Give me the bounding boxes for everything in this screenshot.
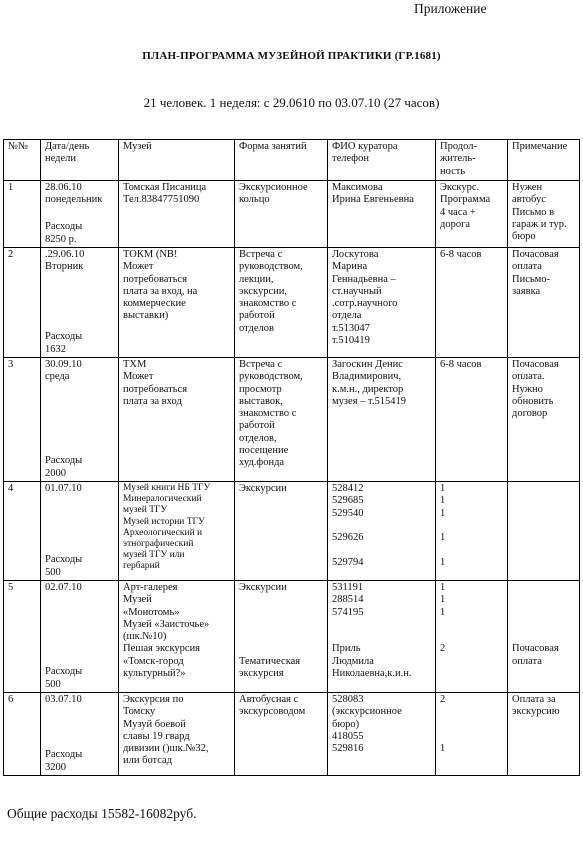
text-line: ность — [440, 165, 466, 177]
form-cell — [235, 358, 328, 482]
text-line: 1 — [440, 743, 446, 755]
text-line: 529794 — [332, 556, 364, 568]
text-line: Экскурсионное — [239, 182, 308, 193]
text-line: 529816 — [332, 743, 364, 755]
header-museum: Музей — [119, 140, 235, 181]
text-line: 1 — [440, 594, 446, 606]
text-line: музея – т.515419 — [332, 395, 406, 407]
text-line: экскурсия — [239, 668, 284, 680]
text-line: 528083 — [332, 694, 364, 705]
text-line — [239, 594, 324, 606]
row-number: 2 — [4, 248, 41, 358]
duration-cell — [436, 581, 508, 693]
table-row — [4, 181, 580, 248]
text-line: или ботсад — [123, 755, 173, 767]
text-line: к.м.н., директор — [332, 383, 404, 395]
text-line: руководством, — [239, 371, 303, 383]
text-line: выставок, — [239, 395, 283, 407]
text-line: 2000 — [45, 467, 66, 479]
text-line: работой — [239, 420, 275, 432]
text-line: Музуй боевой — [123, 718, 186, 730]
text-line: 2 — [440, 694, 446, 705]
date-lines — [45, 483, 115, 495]
text-line: Может — [123, 371, 154, 383]
curator-cell — [328, 581, 436, 693]
text-line: Геннадьевна – — [332, 273, 396, 285]
text-line: Вторник — [45, 261, 84, 273]
note-cell — [508, 181, 580, 248]
text-line — [440, 731, 504, 743]
header-curator — [328, 140, 436, 181]
text-line: Владимирович, — [332, 371, 402, 383]
text-line: 531191 — [332, 582, 364, 593]
text-line: дивизии ()шк.№32, — [123, 743, 209, 755]
text-line: Тел.83847751090 — [123, 194, 200, 206]
table-row — [4, 482, 580, 581]
text-line: оплата — [512, 655, 542, 667]
table-row — [4, 693, 580, 776]
header-note: Примечание — [508, 140, 580, 181]
text-line — [332, 631, 432, 643]
date-cell — [41, 358, 119, 482]
text-line: отделов — [239, 322, 275, 334]
text-line: 528412 — [332, 483, 364, 494]
text-line: Томская Писаница — [123, 182, 207, 193]
text-line — [239, 631, 324, 643]
text-line: 6-8 часов — [440, 359, 482, 370]
museum-cell — [119, 482, 235, 581]
text-line: славы 19 гвард — [123, 730, 190, 742]
museum-cell — [119, 248, 235, 358]
text-line: лекции, — [239, 273, 274, 285]
date-lines — [45, 694, 115, 706]
text-line: обновить — [512, 395, 554, 407]
text-line: 1 — [440, 495, 446, 507]
text-line: 1 — [440, 483, 446, 494]
text-line: экскурсии, — [239, 285, 287, 297]
curator-cell — [328, 358, 436, 482]
row-number: 6 — [4, 693, 41, 776]
text-line: 500 — [45, 678, 61, 690]
header-date — [41, 140, 119, 181]
header-form: Форма занятий — [235, 140, 328, 181]
text-line: Экскурсии — [239, 483, 287, 494]
row-number: 1 — [4, 181, 41, 248]
text-line: оплата. — [512, 371, 545, 383]
text-line: музей ТГУ — [123, 505, 168, 516]
text-line: 529626 — [332, 532, 364, 544]
text-line: Людмила — [332, 655, 374, 667]
text-line — [440, 520, 504, 532]
text-line: экскурсию — [512, 706, 560, 718]
curator-cell — [328, 482, 436, 581]
text-line — [440, 719, 504, 731]
note-cell — [508, 248, 580, 358]
text-line: Музей «Заисточье» — [123, 618, 210, 630]
text-line: Оплата за — [512, 694, 556, 705]
text-line: .29.06.10 — [45, 249, 85, 260]
form-cell — [235, 482, 328, 581]
table-row — [4, 581, 580, 693]
curator-cell — [328, 693, 436, 776]
text-line: ФИО куратора — [332, 141, 398, 152]
duration-cell — [436, 181, 508, 248]
text-line: 529540 — [332, 507, 364, 519]
text-line: Экскурс. — [440, 182, 480, 193]
text-line: телефон — [332, 153, 369, 165]
text-line: Приль — [332, 643, 361, 655]
text-line: кольцо — [239, 194, 270, 206]
note-cell — [508, 482, 580, 581]
museum-cell — [119, 358, 235, 482]
text-line: потребоваться — [123, 273, 188, 285]
text-line: Лоскутова — [332, 249, 379, 260]
text-line: знакомство с — [239, 408, 297, 420]
text-line: 1 — [440, 507, 446, 519]
text-line: Дата/день — [45, 141, 90, 152]
text-line: плата за вход — [123, 395, 182, 407]
text-line: 02.07.10 — [45, 582, 82, 593]
duration-cell — [436, 358, 508, 482]
text-line — [512, 594, 576, 606]
text-line: плата за вход, на — [123, 285, 198, 297]
text-line: 30.09.10 — [45, 359, 82, 370]
text-line: Расходы — [45, 455, 83, 467]
expense-lines — [45, 221, 115, 246]
text-line — [440, 619, 504, 631]
duration-cell — [436, 693, 508, 776]
expense-lines — [45, 331, 115, 356]
text-line — [239, 619, 324, 631]
form-cell — [235, 248, 328, 358]
text-line: бюро — [512, 231, 536, 243]
date-cell — [41, 693, 119, 776]
curator-cell — [328, 248, 436, 358]
text-line: Расходы — [45, 221, 83, 233]
text-line: просмотр — [239, 383, 282, 395]
date-cell — [41, 181, 119, 248]
duration-cell — [436, 482, 508, 581]
text-line: (экскурсионное — [332, 706, 402, 718]
text-line: Программа — [440, 194, 491, 206]
expense-lines — [45, 666, 115, 691]
header-num: №№ — [4, 140, 41, 181]
text-line — [512, 607, 576, 619]
text-line: Археологический и — [123, 527, 203, 538]
text-line: культурный?» — [123, 668, 186, 680]
form-cell — [235, 581, 328, 693]
text-line: Расходы — [45, 554, 83, 566]
document-subtitle: 21 человек. 1 неделя: с 29.0610 по 03.07.10 (27 часов) — [143, 95, 440, 110]
text-line: гараж и тур. — [512, 218, 567, 230]
text-line: 574195 — [332, 606, 364, 618]
text-line: Арт-галерея — [123, 582, 178, 593]
row-number: 5 — [4, 581, 41, 693]
text-line: Музей истории ТГУ — [123, 516, 205, 527]
expense-lines — [45, 455, 115, 480]
document-title: ПЛАН-ПРОГРАММА МУЗЕЙНОЙ ПРАКТИКИ (ГР.1681) — [142, 50, 441, 62]
text-line: коммерческие — [123, 298, 186, 310]
date-cell — [41, 482, 119, 581]
text-line: 4 часа + — [440, 206, 476, 218]
text-line: Почасовая — [512, 359, 559, 370]
text-line: Экскурсия по — [123, 694, 184, 705]
date-lines — [45, 582, 115, 594]
text-line: понедельник — [45, 194, 103, 206]
text-line — [440, 706, 504, 718]
museum-cell — [119, 581, 235, 693]
text-line: Автобусная с — [239, 694, 299, 705]
text-line: 529685 — [332, 495, 364, 507]
table-row — [4, 248, 580, 358]
plan-table — [3, 139, 580, 776]
text-line: житель- — [440, 153, 476, 165]
text-line: 288514 — [332, 594, 364, 606]
table-row — [4, 358, 580, 482]
text-line — [239, 643, 324, 655]
header-duration — [436, 140, 508, 181]
text-line: Экскурсии — [239, 582, 287, 593]
text-line: 28.06.10 — [45, 182, 82, 193]
text-line: заявка — [512, 285, 541, 297]
text-line: автобус — [512, 194, 546, 206]
text-line — [239, 607, 324, 619]
text-line: Почасовая — [512, 249, 559, 260]
text-line: договор — [512, 408, 548, 420]
text-line: 1 — [440, 606, 446, 618]
date-lines — [45, 359, 115, 384]
expense-lines — [45, 554, 115, 579]
text-line — [332, 520, 432, 532]
text-line: (шк.№10) — [123, 631, 167, 643]
text-line: 500 — [45, 566, 61, 578]
text-line — [440, 544, 504, 556]
text-line: Николаевна,к.и.н. — [332, 668, 412, 680]
text-line — [512, 631, 576, 643]
text-line — [332, 619, 432, 631]
text-line: т.510419 — [332, 335, 370, 347]
text-line: Музей книги НБ ТГУ — [123, 483, 211, 493]
form-cell — [235, 693, 328, 776]
text-line: дорога — [440, 218, 471, 230]
date-cell — [41, 248, 119, 358]
text-line: Ирина Евгеньевна — [332, 194, 414, 206]
expense-lines — [45, 749, 115, 774]
text-line: этнографический — [123, 539, 194, 550]
text-line: Письмо- — [512, 273, 551, 285]
text-line: 418055 — [332, 730, 364, 742]
text-line: бюро) — [332, 718, 360, 730]
text-line: «Монотомь» — [123, 606, 180, 618]
total-expenses: Общие расходы 15582-16082руб. — [7, 806, 197, 821]
text-line: Минералогический — [123, 494, 202, 505]
text-line: т.513047 — [332, 322, 370, 334]
text-line: худ.фонда — [239, 457, 285, 469]
row-number: 4 — [4, 482, 41, 581]
text-line: экскурсоводом — [239, 706, 306, 718]
text-line: 01.07.10 — [45, 483, 82, 494]
date-cell — [41, 581, 119, 693]
note-cell — [508, 358, 580, 482]
text-line: Нужно — [512, 383, 543, 395]
text-line: Расходы — [45, 331, 83, 343]
text-line: 1 — [440, 582, 446, 593]
text-line: 1 — [440, 556, 446, 568]
text-line: ТОКМ (NB! — [123, 249, 178, 260]
text-line — [332, 544, 432, 556]
text-line: 3200 — [45, 761, 66, 773]
text-line: отделов, — [239, 432, 277, 444]
text-line: оплата — [512, 261, 542, 273]
text-line: Загоскин Денис — [332, 359, 403, 370]
text-line: потребоваться — [123, 383, 188, 395]
text-line: Продол- — [440, 141, 477, 152]
text-line: среда — [45, 371, 70, 383]
museum-cell — [119, 693, 235, 776]
form-cell — [235, 181, 328, 248]
text-line: ст.научный — [332, 285, 382, 297]
text-line: отдела — [332, 310, 362, 322]
note-cell — [508, 581, 580, 693]
note-cell — [508, 693, 580, 776]
text-line: недели — [45, 153, 77, 165]
text-line: Встреча с — [239, 359, 283, 370]
date-lines — [45, 249, 115, 274]
text-line — [512, 619, 576, 631]
text-line: работой — [239, 310, 275, 322]
text-line: Почасовая — [512, 643, 559, 655]
text-line: музей ТГУ или — [123, 550, 185, 561]
text-line: Пешая экскурсия — [123, 643, 201, 655]
text-line: 1 — [440, 532, 446, 544]
duration-cell — [436, 248, 508, 358]
text-line — [512, 582, 576, 594]
text-line: «Томск-город — [123, 655, 184, 667]
appendix-label: Приложение — [414, 1, 487, 16]
text-line: посещение — [239, 445, 289, 457]
text-line: Расходы — [45, 666, 83, 678]
text-line: 03.07.10 — [45, 694, 82, 705]
text-line: Встреча с — [239, 249, 283, 260]
text-line: Может — [123, 261, 154, 273]
table-header-row — [4, 140, 580, 181]
text-line: Тематическая — [239, 655, 301, 667]
text-line: Музей — [123, 594, 152, 606]
text-line: 8250 р. — [45, 233, 77, 245]
text-line: Нужен — [512, 182, 543, 193]
curator-cell — [328, 181, 436, 248]
row-number: 3 — [4, 358, 41, 482]
text-line: 6-8 часов — [440, 249, 482, 260]
text-line: 2 — [440, 643, 446, 655]
text-line: гербарий — [123, 561, 160, 572]
text-line: Томску — [123, 706, 156, 718]
text-line: Расходы — [45, 749, 83, 761]
text-line: руководством, — [239, 261, 303, 273]
text-line: ТХМ — [123, 359, 147, 370]
text-line: .сотр.научного — [332, 298, 398, 310]
text-line: Марина — [332, 261, 368, 273]
text-line: Письмо в — [512, 206, 555, 218]
text-line — [440, 631, 504, 643]
museum-cell — [119, 181, 235, 248]
text-line: 1632 — [45, 343, 66, 355]
text-line: знакомство с — [239, 298, 297, 310]
text-line: Максимова — [332, 182, 383, 193]
text-line: выставки) — [123, 310, 169, 322]
date-lines — [45, 182, 115, 207]
